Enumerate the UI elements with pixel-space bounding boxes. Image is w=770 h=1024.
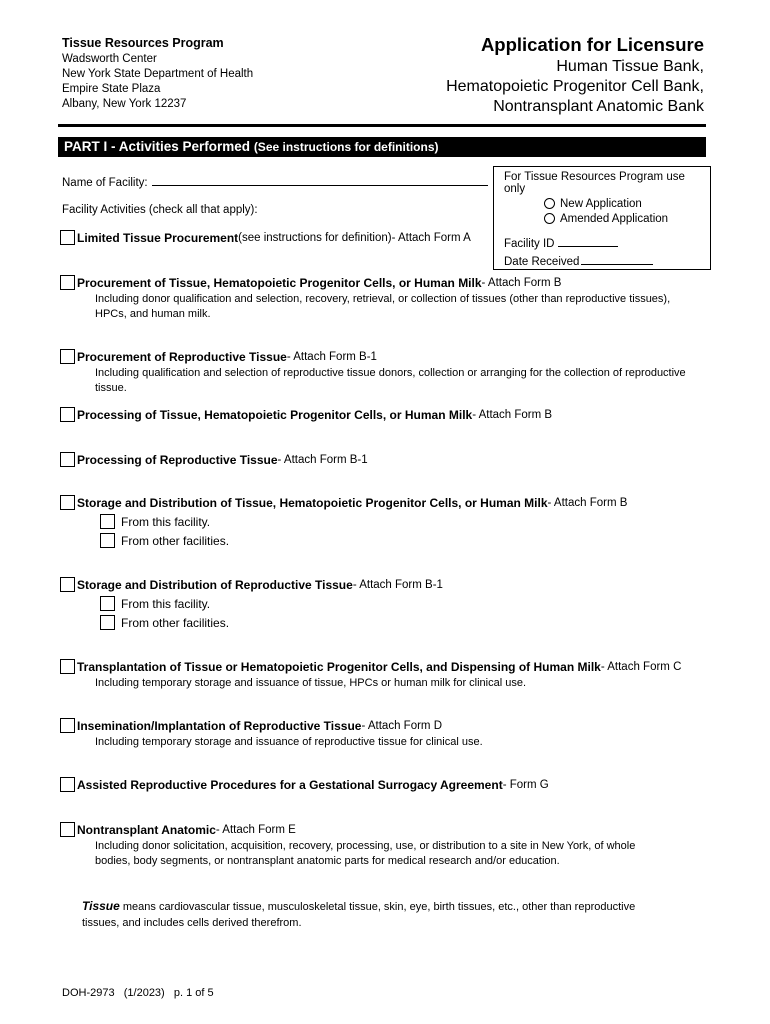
facility-id-label: Facility ID xyxy=(504,238,555,250)
option-label: New Application xyxy=(560,197,642,210)
date-received-row xyxy=(504,253,700,268)
activity-title: Assisted Reproductive Procedures for a Gestational Surrogacy Agreement xyxy=(77,777,503,792)
sub-option-label: From this facility. xyxy=(121,514,211,529)
activity-description: Including temporary storage and issuance of reproductive tissue for clinical use. xyxy=(95,736,483,748)
form-subtitle-line: Human Tissue Bank, xyxy=(556,58,704,75)
program-name: Tissue Resources Program xyxy=(62,36,224,50)
part-heading xyxy=(58,137,706,157)
activity-attach: - Attach Form B-1 xyxy=(352,578,443,591)
option-label: Amended Application xyxy=(560,212,669,225)
activity-item xyxy=(60,275,700,322)
office-use-box xyxy=(493,166,711,270)
activity-title: Transplantation of Tissue or Hematopoietic Progenitor Cells, and Dispensing of Human Milk xyxy=(77,659,601,674)
activity-checkbox[interactable] xyxy=(60,822,75,837)
activity-attach: - Form G xyxy=(502,778,549,791)
activity-item xyxy=(60,659,710,691)
amended-application-option[interactable] xyxy=(544,211,700,226)
sub-option[interactable] xyxy=(100,512,627,531)
facility-name-input[interactable] xyxy=(152,173,488,186)
activity-attach: - Attach Form C xyxy=(600,660,682,673)
activity-checkbox[interactable] xyxy=(60,275,75,290)
activity-checkbox[interactable] xyxy=(60,230,75,245)
activity-attach: - Attach Form D xyxy=(361,719,443,732)
office-use-heading: For Tissue Resources Program use only xyxy=(504,171,685,195)
address-line: Empire State Plaza xyxy=(62,83,161,95)
activity-attach: - Attach Form B xyxy=(547,496,628,509)
part-title: PART I - Activities Performed xyxy=(64,139,251,154)
part-note: (See instructions for definitions) xyxy=(253,140,439,154)
sub-option-label: From other facilities. xyxy=(121,615,230,630)
tissue-definition xyxy=(82,898,642,931)
activity-description: Including donor solicitation, acquisition, recovery, processing, use, or distribution to a site in New York, of whole bodies, body segments, or nontransplant anatomic parts for medical research and/or education. xyxy=(95,840,636,867)
form-subtitle-line: Nontransplant Anatomic Bank xyxy=(493,98,704,115)
activity-title: Nontransplant Anatomic xyxy=(77,822,216,837)
activity-title: Storage and Distribution of Reproductive Tissue xyxy=(77,577,353,592)
activity-item xyxy=(60,822,660,869)
activity-item xyxy=(60,452,368,467)
sub-option[interactable] xyxy=(100,613,443,632)
sub-option-checkbox[interactable] xyxy=(100,615,115,630)
date-received-label: Date Received xyxy=(504,256,580,268)
activity-checkbox[interactable] xyxy=(60,495,75,510)
activity-title: Insemination/Implantation of Reproductive Tissue xyxy=(77,718,362,733)
form-subtitle-line: Hematopoietic Progenitor Cell Bank, xyxy=(446,78,704,95)
activity-item xyxy=(60,777,549,792)
activity-attach: - Attach Form B-1 xyxy=(277,453,368,466)
activity-item xyxy=(60,577,443,632)
activity-title: Limited Tissue Procurement xyxy=(77,230,239,245)
activity-checkbox[interactable] xyxy=(60,577,75,592)
activity-checkbox[interactable] xyxy=(60,659,75,674)
activity-attach: - Attach Form E xyxy=(215,823,296,836)
activity-description: Including temporary storage and issuance of tissue, HPCs or human milk for clinical use. xyxy=(95,677,527,689)
form-title-block xyxy=(446,33,704,117)
activity-item xyxy=(60,718,483,750)
address-line: New York State Department of Health xyxy=(62,68,254,80)
activity-title: Processing of Tissue, Hematopoietic Progenitor Cells, or Human Milk xyxy=(77,407,473,422)
sub-option-label: From this facility. xyxy=(121,596,211,611)
activity-checkbox[interactable] xyxy=(60,407,75,422)
header-divider xyxy=(58,124,706,127)
sub-option-checkbox[interactable] xyxy=(100,514,115,529)
activity-attach: - Attach Form A xyxy=(391,231,471,244)
sub-option-label: From other facilities. xyxy=(121,533,230,548)
activity-item xyxy=(60,349,700,396)
facility-id-input[interactable] xyxy=(558,235,618,247)
activity-note: (see instructions for definition) xyxy=(238,231,392,244)
radio-button[interactable] xyxy=(544,198,555,209)
date-received-input[interactable] xyxy=(581,253,653,265)
activity-title: Procurement of Reproductive Tissue xyxy=(77,349,287,364)
activity-description: Including qualification and selection of reproductive tissue donors, collection or arranging for the collection of reproductive tissue. xyxy=(95,367,686,394)
facility-id-row xyxy=(504,235,700,250)
activity-item xyxy=(60,230,471,245)
activity-title: Storage and Distribution of Tissue, Hematopoietic Progenitor Cells, or Human Milk xyxy=(77,495,548,510)
activity-checkbox[interactable] xyxy=(60,452,75,467)
definition-term: Tissue xyxy=(82,899,120,913)
activity-attach: - Attach Form B xyxy=(472,408,553,421)
radio-button[interactable] xyxy=(544,213,555,224)
sub-option[interactable] xyxy=(100,531,627,550)
address-line: Albany, New York 12237 xyxy=(62,98,187,110)
program-address-block xyxy=(62,36,253,112)
definition-text: means cardiovascular tissue, musculoskeletal tissue, skin, eye, birth tissues, etc., other than reproductive tissues, and includes cells derived therefrom. xyxy=(82,901,636,929)
activity-title: Procurement of Tissue, Hematopoietic Progenitor Cells, or Human Milk xyxy=(77,275,482,290)
facility-name-label: Name of Facility: xyxy=(62,177,148,189)
facility-name-row xyxy=(62,173,488,189)
activity-description: Including donor qualification and selection, recovery, retrieval, or collection of tissues (other than reproductive tissues), HPCs, and human milk. xyxy=(95,293,671,320)
facility-activities-label: Facility Activities (check all that apply): xyxy=(62,204,258,216)
activity-checkbox[interactable] xyxy=(60,718,75,733)
activity-checkbox[interactable] xyxy=(60,777,75,792)
activity-title: Processing of Reproductive Tissue xyxy=(77,452,278,467)
address-line: Wadsworth Center xyxy=(62,53,157,65)
sub-option-checkbox[interactable] xyxy=(100,533,115,548)
activity-checkbox[interactable] xyxy=(60,349,75,364)
new-application-option[interactable] xyxy=(544,196,700,211)
activity-attach: - Attach Form B-1 xyxy=(286,350,377,363)
sub-option[interactable] xyxy=(100,594,443,613)
sub-option-checkbox[interactable] xyxy=(100,596,115,611)
activity-attach: - Attach Form B xyxy=(481,276,562,289)
form-title: Application for Licensure xyxy=(480,34,704,55)
form-footer: DOH-2973 (1/2023) p. 1 of 5 xyxy=(62,987,214,999)
activity-item xyxy=(60,495,627,550)
activity-item xyxy=(60,407,552,422)
